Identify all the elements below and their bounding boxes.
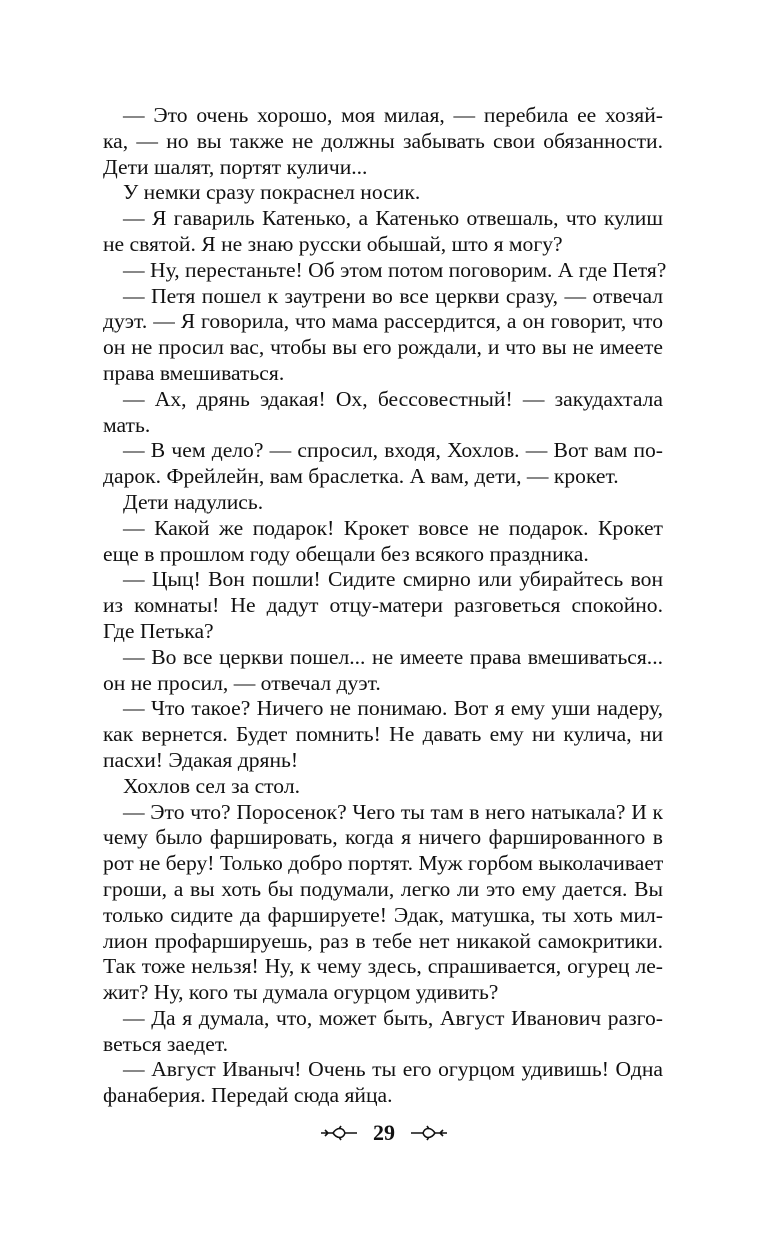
text-line: еще в прошлом году обещали без всякого праздника. <box>103 541 589 566</box>
paragraph <box>103 1057 663 1109</box>
paragraph <box>103 516 663 568</box>
text-line: он не просил, — отвечал дуэт. <box>103 670 381 695</box>
text-line: — Петя пошел к заутрени во все церкви сразу, — отвечал <box>123 283 663 308</box>
paragraph <box>103 774 663 800</box>
paragraph <box>103 696 663 773</box>
text-line: — В чем дело? — спросил, входя, Хохлов. — Вот вам по- <box>123 438 663 463</box>
paragraph <box>103 1006 663 1058</box>
text-line: мать. <box>103 412 151 437</box>
text-line: гроши, а вы хоть бы подумали, легко ли это ему дается. Вы <box>103 876 663 901</box>
text-line: Где Петька? <box>103 618 214 643</box>
text-line: права вмешиваться. <box>103 360 285 385</box>
text-line: — Ах, дрянь эдакая! Ох, бессовестный! — закудахтала <box>123 386 663 411</box>
paragraph <box>103 257 667 284</box>
text-line: только сидите да фаршируете! Эдак, матушка, ты хоть мил- <box>103 902 663 927</box>
paragraph <box>103 800 663 1006</box>
text-line: рот не беру! Только добро портят. Муж горбом выколачивает <box>103 851 664 876</box>
paragraph <box>103 438 663 490</box>
text-line: — Цыц! Вон пошли! Сидите смирно или убирайтесь вон <box>123 567 663 592</box>
text-line: он не просил вас, чтобы вы его рождали, и что вы не имеете <box>103 335 663 360</box>
text-line: чему было фаршировать, когда я ничего фаршированного в <box>103 825 663 850</box>
right-ornament-icon <box>409 1125 449 1141</box>
text-line: Так тоже нельзя! Ну, к чему здесь, спрашивается, огурец ле- <box>103 954 663 979</box>
paragraph <box>103 103 663 180</box>
text-line: Дети надулись. <box>123 489 264 514</box>
paragraph <box>103 645 663 697</box>
paragraph <box>103 206 663 258</box>
text-line: — Ну, перестаньте! Об этом потом поговорим. А где Петя? <box>123 257 667 282</box>
text-line: пасхи! Эдакая дрянь! <box>103 747 299 772</box>
paragraph <box>103 180 663 206</box>
text-line: ка, — но вы также не должны забывать свои обязанности. <box>103 128 663 153</box>
text-line: лион профаршируешь, раз в тебе нет никакой самокритики. <box>103 928 663 953</box>
text-line: веться заедет. <box>103 1031 229 1056</box>
paragraph <box>103 387 663 439</box>
text-line: — Что такое? Ничего не понимаю. Вот я ему уши надеру, <box>123 696 663 721</box>
left-ornament-icon <box>319 1125 359 1141</box>
page-number: 29 <box>373 1120 395 1145</box>
text-line: — Это что? Поросенок? Чего ты там в него натыкала? И к <box>123 799 663 824</box>
text-line: дуэт. — Я говорила, что мама рассердится, а он говорит, что <box>103 309 663 334</box>
text-line: — Август Иваныч! Очень ты его огурцом удивишь! Одна <box>123 1057 663 1082</box>
text-line: — Да я думала, что, может быть, Август Иванович разго- <box>123 1005 663 1030</box>
text-line: — Во все церкви пошел... не имеете права вмешиваться... <box>123 644 663 669</box>
text-line: Хохлов сел за стол. <box>123 773 300 798</box>
text-line: фанаберия. Передай сюда яйца. <box>103 1083 393 1108</box>
paragraph <box>103 567 663 644</box>
paragraph <box>103 284 663 387</box>
text-line: — Это очень хорошо, моя милая, — перебила ее хозяй- <box>123 103 663 127</box>
text-line: жит? Ну, кого ты думала огурцом удивить? <box>103 980 499 1005</box>
page-footer <box>0 1118 768 1148</box>
text-line: У немки сразу покраснел носик. <box>123 180 421 205</box>
paragraph <box>103 490 663 516</box>
text-line: — Я гавариль Катенько, а Катенько отвешаль, что кулиш <box>123 206 663 231</box>
text-line: не святой. Я не знаю русски обышай, што я могу? <box>103 231 563 256</box>
text-line: как вернется. Будет помнить! Не давать ему ни кулича, ни <box>103 722 663 747</box>
text-line: из комнаты! Не дадут отцу-матери разговеться спокойно. <box>103 593 663 618</box>
text-line: — Какой же подарок! Крокет вовсе не подарок. Крокет <box>123 515 663 540</box>
text-line: дарок. Фрейлейн, вам браслетка. А вам, дети, — крокет. <box>103 464 619 489</box>
page-text <box>103 103 667 1109</box>
text-line: Дети шалят, портят куличи... <box>103 154 368 179</box>
